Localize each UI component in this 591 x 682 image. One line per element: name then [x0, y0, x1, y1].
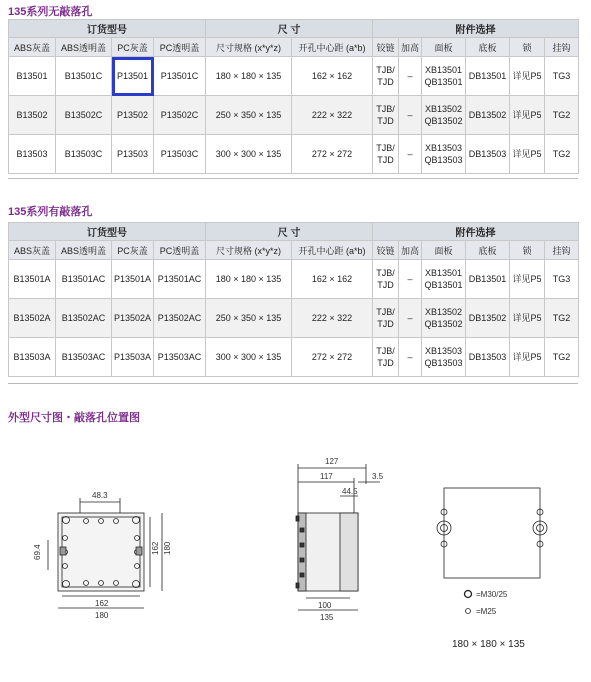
table-cell: 162 × 162 [292, 57, 373, 96]
column-header: 铰链 [373, 38, 399, 57]
table-cell: XB13501 QB13501 [422, 260, 466, 299]
table-cell: TJB/ TJD [373, 57, 399, 96]
table-cell: P13502C [154, 96, 206, 135]
table-cell: DB13503 [466, 135, 510, 174]
front-dim-top: 48.3 [92, 491, 108, 500]
column-header: 尺寸规格 (x*y*z) [206, 241, 292, 260]
table-cell: 详见P5 [510, 57, 545, 96]
table-cell: 详见P5 [510, 96, 545, 135]
section2-title: 135系列有敲落孔 [8, 206, 93, 218]
table-cell: 272 × 272 [292, 135, 373, 174]
table-cell: P13503 [112, 135, 154, 174]
table-cell: 300 × 300 × 135 [206, 135, 292, 174]
table-cell: 222 × 322 [292, 96, 373, 135]
table-cell: P13501 [112, 57, 154, 96]
legend-small-hole: =M25 [476, 607, 497, 616]
table-cell: XB13501 QB13501 [422, 57, 466, 96]
table-cell: DB13502 [466, 96, 510, 135]
table-cell: B13501AC [56, 260, 112, 299]
table-cell: TG2 [545, 299, 579, 338]
column-header: 挂钩 [545, 241, 579, 260]
front-view [48, 498, 162, 608]
side-dim-depth: 44.5 [342, 487, 358, 496]
column-header: 面板 [422, 38, 466, 57]
table-cell: – [399, 338, 422, 377]
table-cell: TJB/ TJD [373, 260, 399, 299]
table-cell: 250 × 350 × 135 [206, 299, 292, 338]
table-cell: DB13501 [466, 260, 510, 299]
legend-large-hole: =M30/25 [476, 590, 508, 599]
column-header-row [9, 38, 579, 57]
table-cell: B13502A [9, 299, 56, 338]
column-header: 尺寸规格 (x*y*z) [206, 38, 292, 57]
column-header: PC透明盖 [154, 38, 206, 57]
column-header: 底板 [466, 38, 510, 57]
column-header: ABS透明盖 [56, 241, 112, 260]
table-cell: 详见P5 [510, 338, 545, 377]
table-cell: B13503 [9, 135, 56, 174]
table-cell: DB13503 [466, 338, 510, 377]
column-header: 挂钩 [545, 38, 579, 57]
side-dim-top2: 117 [320, 472, 333, 481]
column-header: ABS透明盖 [56, 38, 112, 57]
group-header-accessories: 附件选择 [373, 223, 579, 241]
table-cell: B13503A [9, 338, 56, 377]
column-header: PC灰盖 [112, 241, 154, 260]
side-dim-top: 127 [325, 457, 339, 466]
side-dim-bottom1: 100 [318, 601, 332, 610]
table-cell: P13502 [112, 96, 154, 135]
spec-table-with-knockout [8, 222, 579, 377]
group-header-accessories: 附件选择 [373, 20, 579, 38]
section1-title: 135系列无敲落孔 [8, 6, 93, 18]
divider [8, 178, 578, 179]
group-header-size: 尺 寸 [206, 20, 373, 38]
table-cell: B13502AC [56, 299, 112, 338]
table-cell: B13501 [9, 57, 56, 96]
front-dim-outer-h: 180 [163, 541, 172, 555]
group-header-size: 尺 寸 [206, 223, 373, 241]
table-cell: P13503AC [154, 338, 206, 377]
column-header: 面板 [422, 241, 466, 260]
table-cell: DB13501 [466, 57, 510, 96]
table-cell: – [399, 135, 422, 174]
table-cell: XB13502 QB13502 [422, 299, 466, 338]
column-header: 锁 [510, 241, 545, 260]
column-header: 铰链 [373, 241, 399, 260]
table-cell: 272 × 272 [292, 338, 373, 377]
column-header: 开孔中心距 (a*b) [292, 38, 373, 57]
table-cell: XB13503 QB13503 [422, 338, 466, 377]
front-dim-outer-w: 180 [95, 611, 109, 620]
table-cell: TG2 [545, 135, 579, 174]
table-cell: P13502A [112, 299, 154, 338]
table-cell: TJB/ TJD [373, 299, 399, 338]
table-cell: P13502AC [154, 299, 206, 338]
table-cell: B13501C [56, 57, 112, 96]
table-cell: B13503C [56, 135, 112, 174]
table-cell: 222 × 322 [292, 299, 373, 338]
spec-table-no-knockout [8, 19, 579, 174]
table-cell: B13502C [56, 96, 112, 135]
table-row [9, 96, 579, 135]
column-header: ABS灰盖 [9, 241, 56, 260]
table-cell: P13501C [154, 57, 206, 96]
table-cell: 详见P5 [510, 260, 545, 299]
table-cell: XB13503 QB13503 [422, 135, 466, 174]
table-cell: TJB/ TJD [373, 338, 399, 377]
table-cell: B13501A [9, 260, 56, 299]
table-cell: XB13502 QB13502 [422, 96, 466, 135]
table-row [9, 260, 579, 299]
table-cell: DB13502 [466, 299, 510, 338]
table-cell: TG2 [545, 96, 579, 135]
table-cell: – [399, 57, 422, 96]
table-row [9, 57, 579, 96]
table-cell: – [399, 96, 422, 135]
group-header-order: 订货型号 [9, 223, 206, 241]
side-dim-bottom2: 135 [320, 613, 334, 622]
column-header: 底板 [466, 241, 510, 260]
table-cell: TJB/ TJD [373, 96, 399, 135]
table-cell: P13501AC [154, 260, 206, 299]
table-cell: 详见P5 [510, 135, 545, 174]
table-cell: B13503AC [56, 338, 112, 377]
column-header: PC灰盖 [112, 38, 154, 57]
front-dim-inner-h: 162 [151, 541, 160, 555]
table-row [9, 338, 579, 377]
column-header: PC透明盖 [154, 241, 206, 260]
table-cell: B13502 [9, 96, 56, 135]
table-cell: – [399, 260, 422, 299]
table-cell: 详见P5 [510, 299, 545, 338]
column-header: ABS灰盖 [9, 38, 56, 57]
group-header-order: 订货型号 [9, 20, 206, 38]
side-dim-top3: 3.5 [372, 472, 384, 481]
table-cell: P13501A [112, 260, 154, 299]
column-header: 加高 [399, 241, 422, 260]
table-cell: TG2 [545, 338, 579, 377]
table-row [9, 135, 579, 174]
side-view [296, 464, 380, 610]
table-cell: – [399, 299, 422, 338]
divider [8, 383, 578, 384]
table-row [9, 299, 579, 338]
table-cell: TG3 [545, 57, 579, 96]
table-cell: 162 × 162 [292, 260, 373, 299]
table-cell: TJB/ TJD [373, 135, 399, 174]
table-cell: 180 × 180 × 135 [206, 57, 292, 96]
front-dim-inner-w: 162 [95, 599, 109, 608]
column-header: 加高 [399, 38, 422, 57]
column-header: 开孔中心距 (a*b) [292, 241, 373, 260]
table-cell: 300 × 300 × 135 [206, 338, 292, 377]
table-cell: P13503C [154, 135, 206, 174]
drawing-title: 外型尺寸图・敲落孔位置图 [8, 412, 140, 424]
column-header: 锁 [510, 38, 545, 57]
table-cell: TG3 [545, 260, 579, 299]
front-dim-left: 69.4 [33, 544, 42, 560]
table-cell: 250 × 350 × 135 [206, 96, 292, 135]
column-header-row [9, 241, 579, 260]
table-cell: 180 × 180 × 135 [206, 260, 292, 299]
table-cell: P13503A [112, 338, 154, 377]
drawing-caption: 180 × 180 × 135 [452, 639, 525, 650]
